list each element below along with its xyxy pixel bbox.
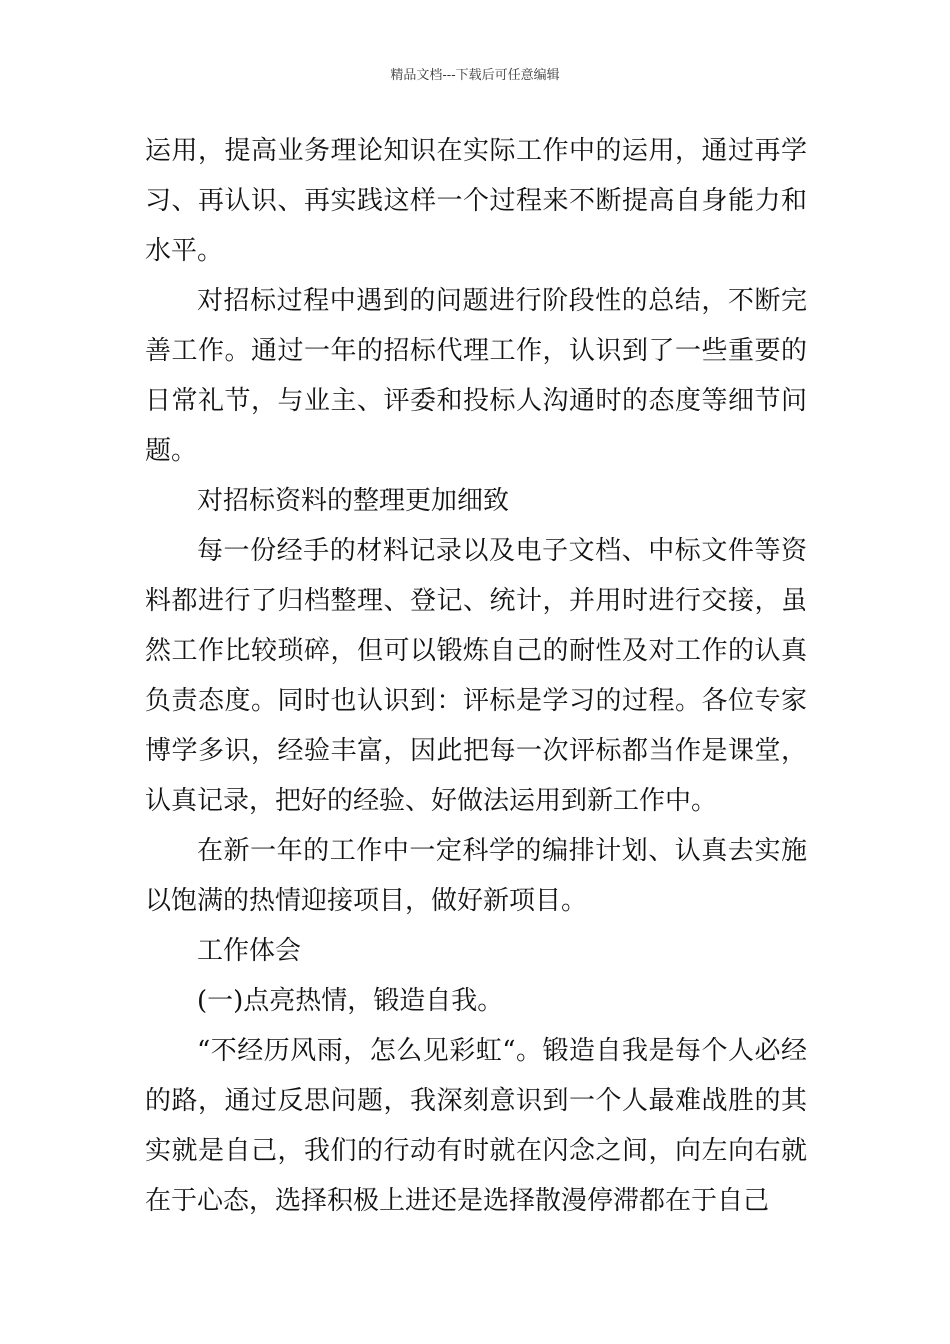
paragraph-8: “不经历风雨，怎么见彩虹“。锻造自我是每个人必经的路，通过反思问题，我深刻意识到一个人最难战胜的其实就是自己，我们的行动有时就在闪念之间，向左向右就在于心态，选择积极上进还是选择散漫停滞都在于自己 xyxy=(145,1036,807,1216)
paragraph-3: 对招标资料的整理更加细致 xyxy=(197,486,510,516)
paragraph-4: 每一份经手的材料记录以及电子文档、中标文件等资料都进行了归档整理、登记、统计，并用时进行交接，虽然工作比较琐碎，但可以锻炼自己的耐性及对工作的认真负责态度。同时也认识到：评标是学习的过程。各位专家博学多识，经验丰富，因此把每一次评标都当作是课堂，认真记录，把好的经验、好做法运用到新工作中。 xyxy=(145,536,807,816)
document-body xyxy=(145,126,807,1226)
paragraph-1: 运用，提高业务理论知识在实际工作中的运用，通过再学习、再认识、再实践这样一个过程来不断提高自身能力和水平。 xyxy=(145,136,807,266)
section-heading-work-experience: 工作体会 xyxy=(197,936,302,966)
paragraph-2: 对招标过程中遇到的问题进行阶段性的总结，不断完善工作。通过一年的招标代理工作，认识到了一些重要的日常礼节，与业主、评委和投标人沟通时的态度等细节问题。 xyxy=(145,286,807,466)
page-header: 精品文档---下载后可任意编辑 xyxy=(390,68,560,83)
subsection-heading-1: (一)点亮热情，锻造自我。 xyxy=(197,986,504,1016)
paragraph-5: 在新一年的工作中一定科学的编排计划、认真去实施以饱满的热情迎接项目，做好新项目。 xyxy=(145,836,807,916)
